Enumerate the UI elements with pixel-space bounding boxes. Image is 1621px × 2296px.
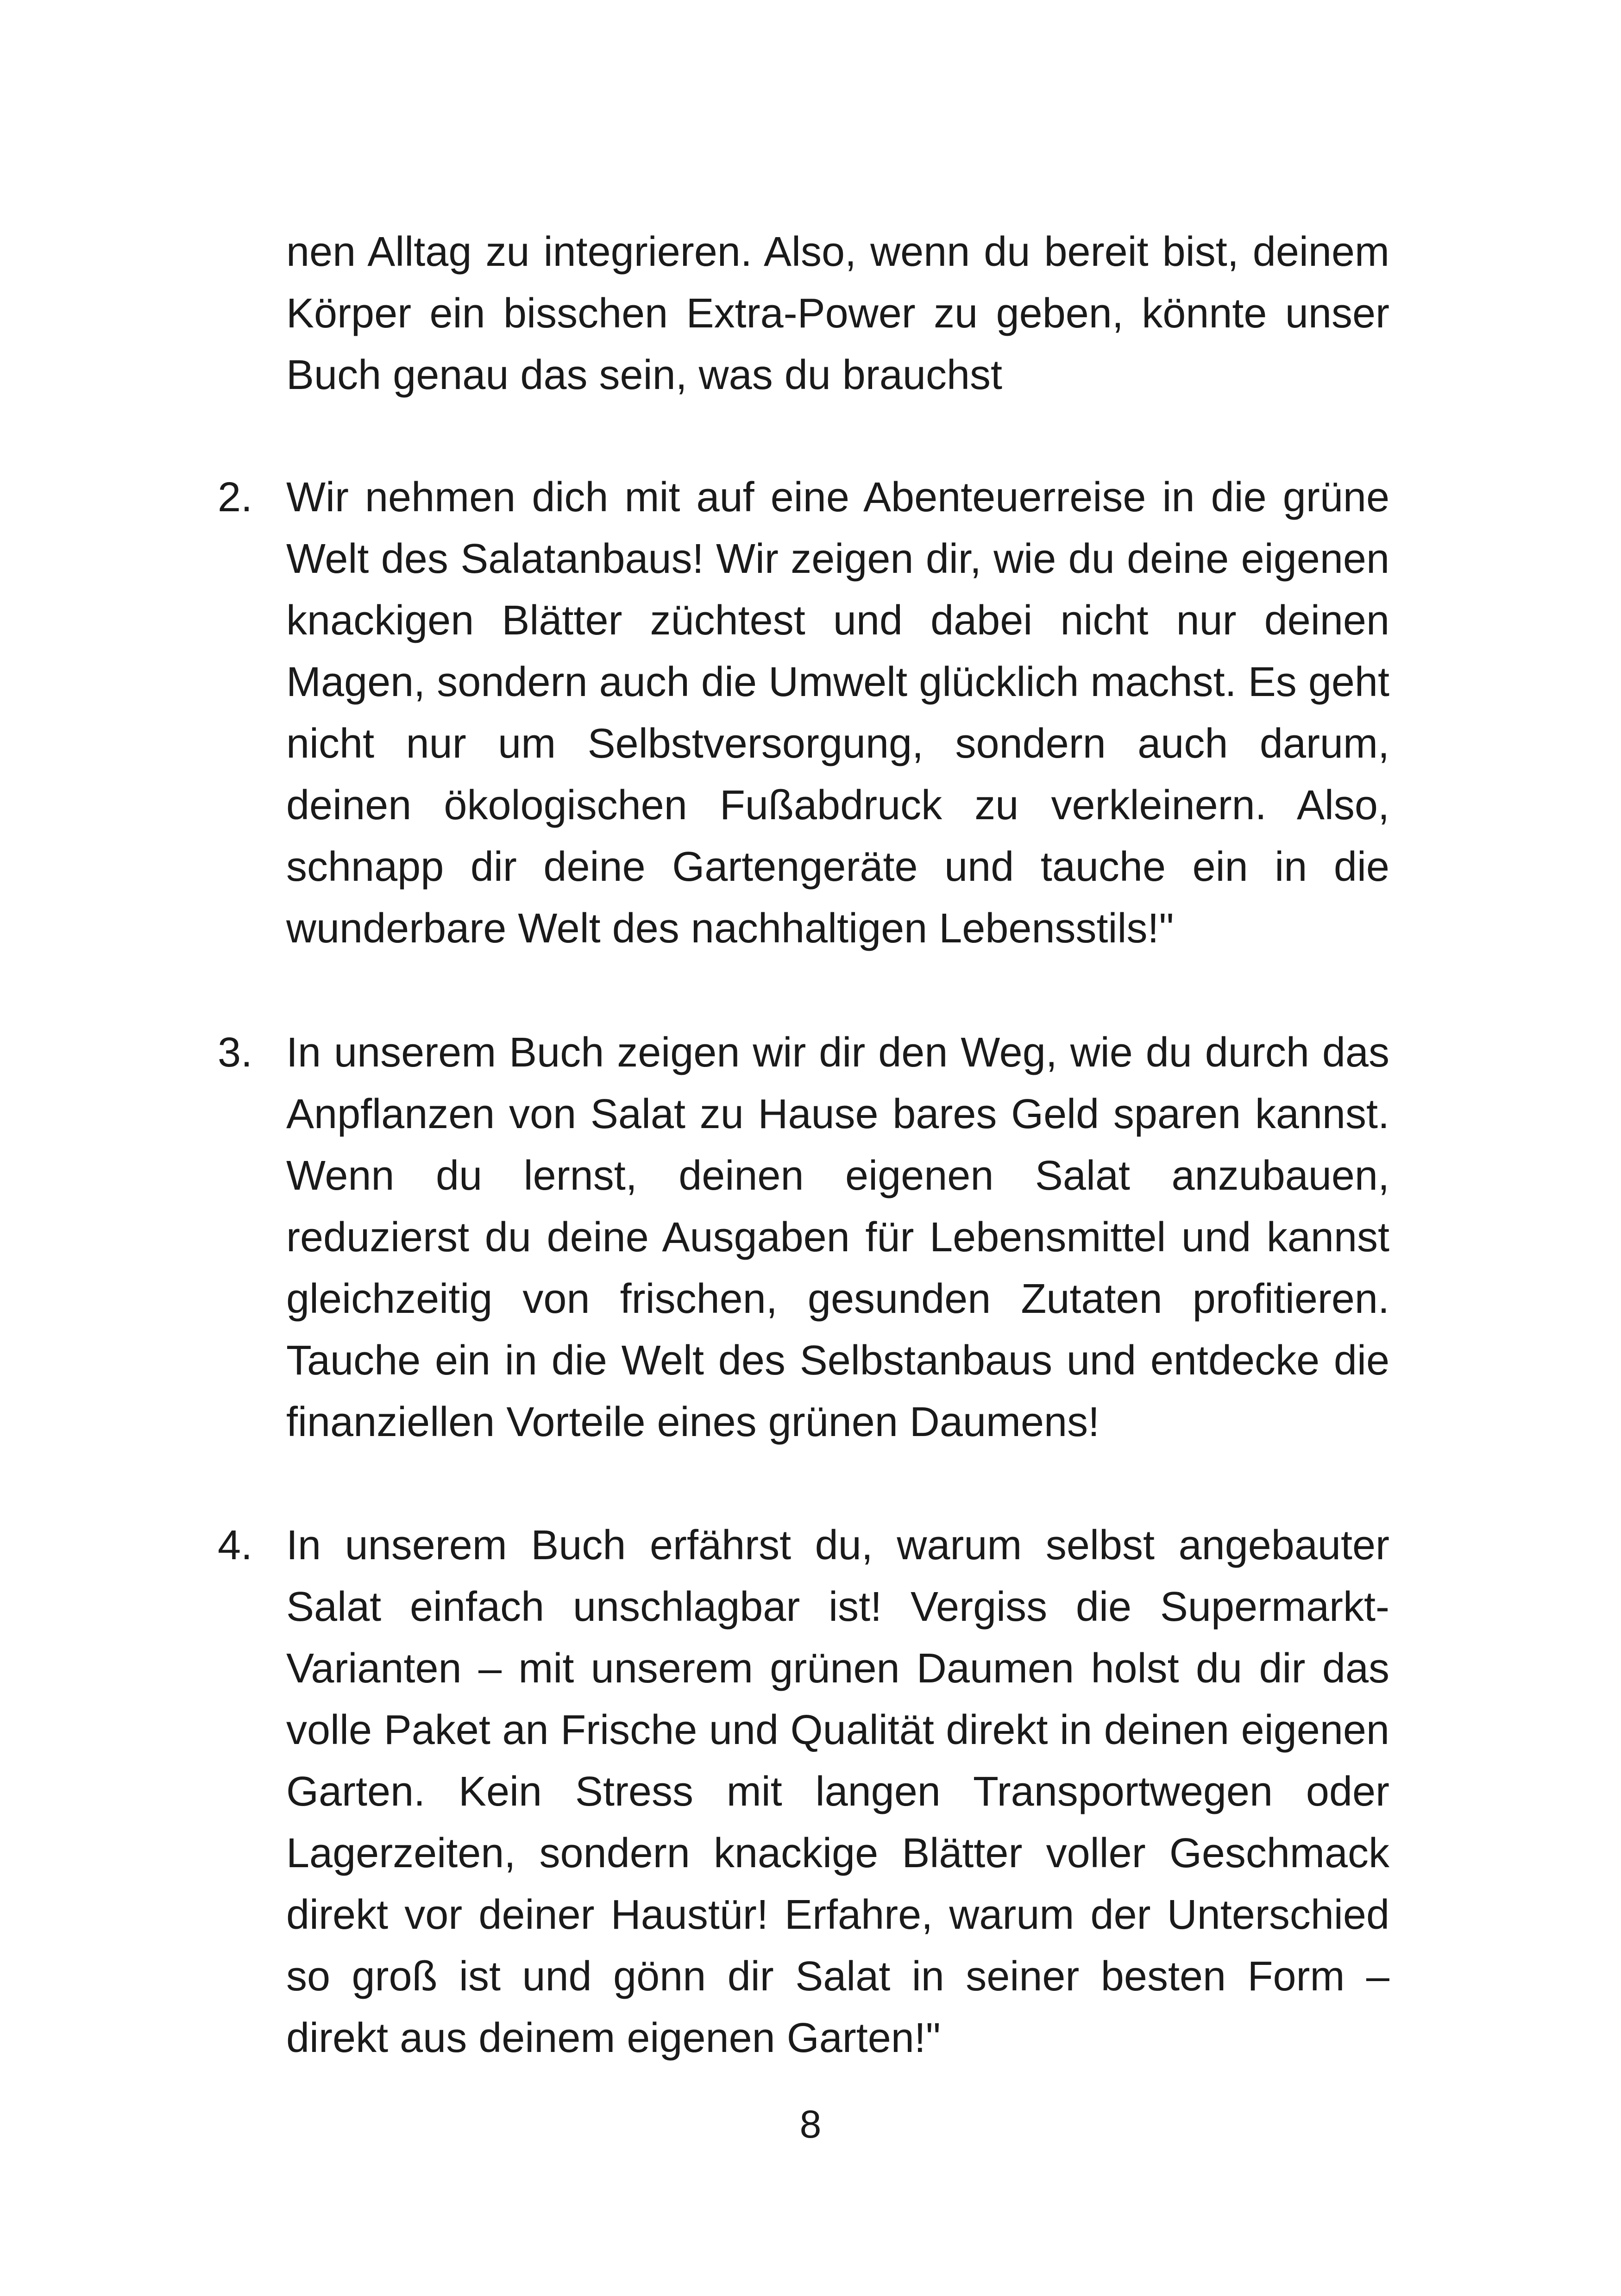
list-item-number: 4.	[218, 1522, 253, 1568]
list-item-text: In unserem Buch erfährst du, warum selbst angebauter Salat einfach unschlagbar ist! Vergiss die Supermarkt-Varianten – mit unserem grünen Daumen holst du dir das volle Paket an Frische und Qualität direkt in deinen eigenen Garten. Kein Stress mit langen Transportwegen oder Lagerzeiten, sondern knackige Blätter voller Geschmack direkt vor deiner Haustür! Erfahre, warum der Unterschied so groß ist und gönn dir Salat in seiner besten Form – direkt aus deinem eigenen Garten!"	[286, 1522, 1389, 2061]
page-number: 8	[799, 2102, 822, 2146]
continuation-paragraph: nen Alltag zu integrieren. Also, wenn du bereit bist, deinem Körper ein bisschen Extra-Power zu geben, könnte unser Buch genau das sein, was du brauchst	[286, 229, 1389, 398]
list-item-number: 2.	[218, 474, 253, 521]
list-item-text: Wir nehmen dich mit auf eine Abenteuerreise in die grüne Welt des Salatanbaus! Wir zeigen dir, wie du deine eigenen knackigen Blätter züchtest und dabei nicht nur deinen Magen, sondern auch die Umwelt glücklich machst. Es geht nicht nur um Selbstversorgung, sondern auch darum, deinen ökologischen Fußabdruck zu verkleinern. Also, schnapp dir deine Gartengeräte und tauche ein in die wunderbare Welt des nachhaltigen Lebensstils!"	[286, 474, 1389, 952]
list-item-text: In unserem Buch zeigen wir dir den Weg, wie du durch das Anpflanzen von Salat zu Hause bares Geld sparen kannst. Wenn du lernst, deinen eigenen Salat anzubauen, reduzierst du deine Ausgaben für Lebensmittel und kannst gleichzeitig von frischen, gesunden Zutaten profitieren. Tauche ein in die Welt des Selbstanbaus und entdecke die finanziellen Vorteile eines grünen Daumens!	[286, 1029, 1389, 1445]
list-item-number: 3.	[218, 1029, 253, 1076]
